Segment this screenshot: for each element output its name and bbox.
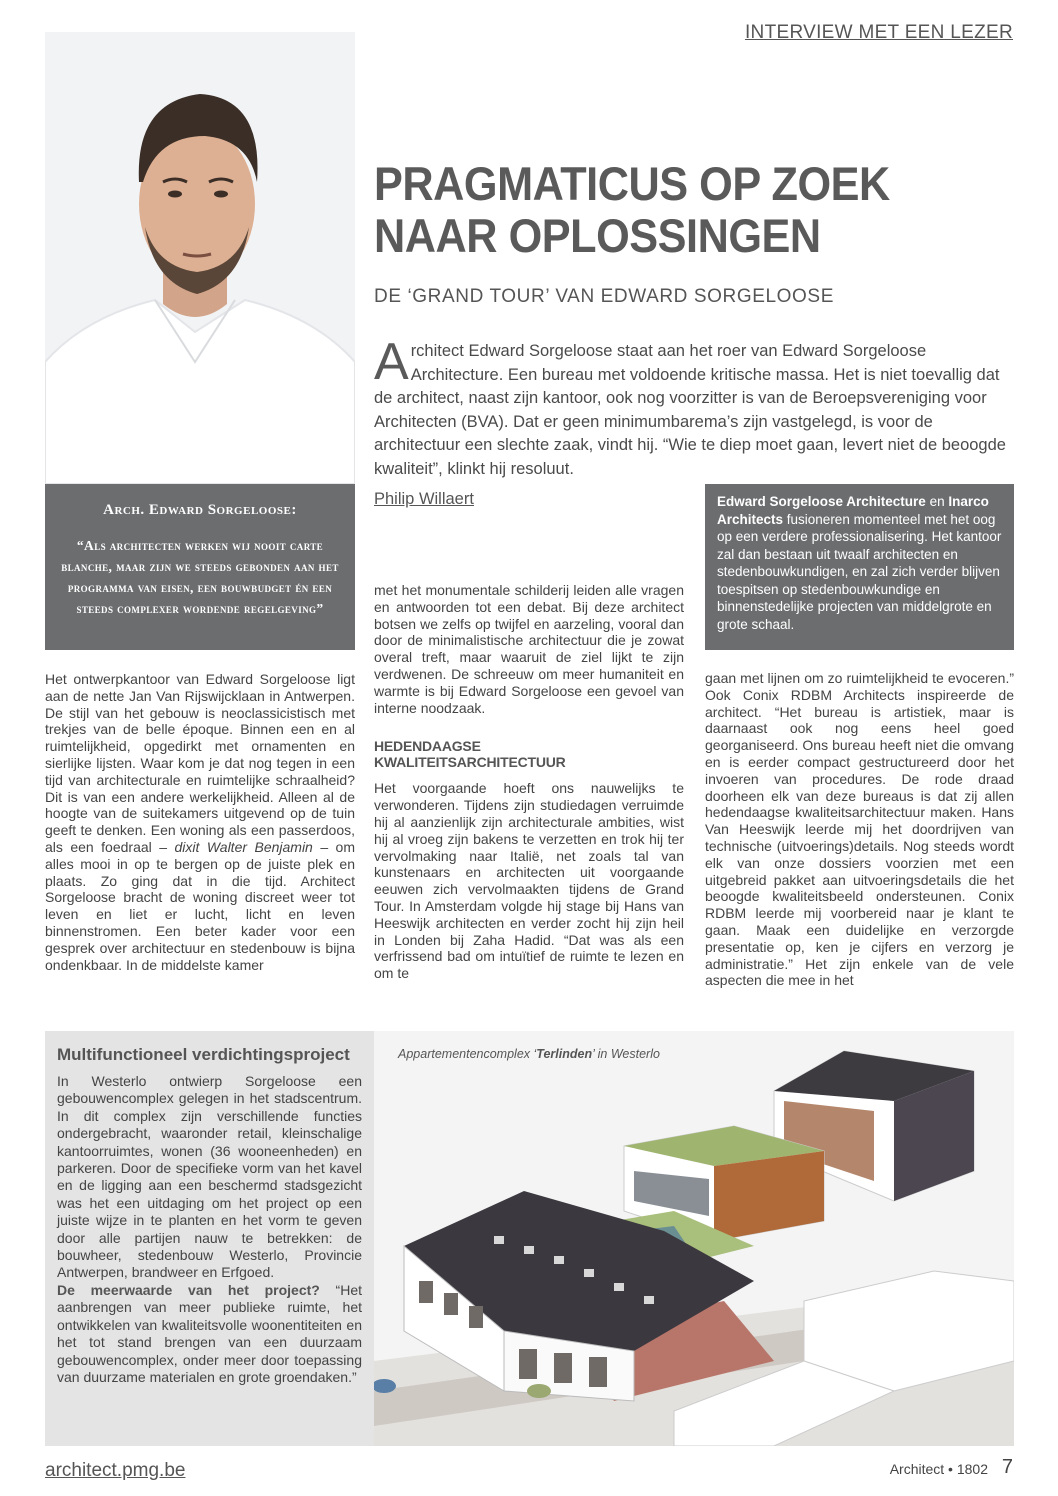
- project-box-text: In Westerlo ontwierp Sorgeloose een gebouwencomplex gelegen in het stadscentrum. In dit complex zijn verschillende functies ondergebracht, waaronder retail, kleinschalige kantoorruimtes, wonen (36 wooneenheden) en parkeren. Door de specifieke vorm van het kavel en de ligging aan een beschermd stadsgezicht was het een uitdaging om het project op een juiste wijze in te planten en het vorm te geven door alle partijen nauw te betrekken: de bouwheer, stedenbouw Westerlo, Provincie Antwerpen, brandweer en Erfgoed.: [57, 1073, 362, 1281]
- project-box-body: [57, 1073, 362, 1386]
- column-3: [705, 670, 1014, 989]
- portrait-illustration: [45, 32, 355, 484]
- column-1: [45, 671, 355, 973]
- footer-magazine: Architect • 1802: [889, 1461, 988, 1477]
- col2-paragraph-1: met het monumentale schilderij leiden alle vragen en antwoorden tot een debat. Bij deze architect botsen we zelfs op twijfel en aarzeling, vooral dan door de minimalistische architectuur die je zowat overal treft, maar waaruit de ziel lijkt te zijn verdwenen. De schreeuw om meer humaniteit en warmte is bij Edward Sorgeloose een gevoel van interne noodzaak.: [374, 582, 684, 716]
- section-heading-line-1: HEDENDAAGSE: [374, 738, 481, 755]
- column-2: [374, 582, 684, 982]
- headline-line-1: PRAGMATICUS OP ZOEK: [374, 157, 890, 210]
- project-box-title: Multifunctioneel verdichtingsproject: [57, 1045, 350, 1064]
- portrait-photo: [45, 32, 355, 484]
- col1-italic: dixit Walter Benjamin: [167, 838, 321, 855]
- headline: [374, 158, 963, 262]
- sidebar-firm-1: Edward Sorgeloose Architecture: [717, 494, 926, 509]
- sidebar-text: fusioneren momenteel met het oog op een verdere professionalisering. Het kantoor zal dan bestaan uit twaalf architecten en stedenbouwkundigen, en zal zich verder blijven toespitsen op stedenbouwkundige en binnenstedelijke projecten van middelgrote en grote schaal.: [717, 511, 1002, 632]
- col3-paragraph: gaan met lijnen om zo ruimtelijkheid te evoceren.” Ook Conix RDBM Architects inspireerde de architect. “Het bureau is artistiek, maar is daarnaast ook nog eens heel goed georganiseerd. Ons bureau heeft niet die omvang en is eerder compact gestructureerd door het invoeren van procedures. De rode draad doorheen elk van deze bureaus is dat zij allen hedendaagse kwaliteitsarchitectuur maken. Hans Van Heeswijk leerde mij het doordrijven van technische (uitvoerings)details. Nog steeds wordt elk van onze dossiers voorzien met een uitgebreid pakket aan uitvoeringsdetails die het beoogde kwaliteitsbeeld ondersteunen. Conix RDBM leerde mij voorbereid naar je klant te gaan. Maak een duidelijke en verzorgde presentatie op, ken je cijfers en verzorg je administratie.” Het zijn enkele van de vele aspecten die mee in het: [705, 670, 1014, 989]
- intro-text: rchitect Edward Sorgeloose staat aan het roer van Edward Sorgeloose Architecture. Een bureau met voldoende kritische massa. Het is niet toevallig dat de architect, naast zijn kantoor, ook nog voorzitter is van de Beroepsvereniging voor Architecten (BVA). Dat er geen minimumbarema’s zijn vastgelegd, is voor de architectuur een slechte zaak, vindt hij. “Wie te diep moet gaan, levert niet de beoogde kwaliteit”, klinkt hij resoluut.: [374, 342, 1006, 478]
- pull-quote-box: [45, 484, 355, 650]
- drop-cap: A: [374, 333, 409, 391]
- subtitle: DE ‘GRAND TOUR’ VAN EDWARD SORGELOOSE: [374, 286, 834, 307]
- quote-text: “Als architecten werken wij nooit carte blanche, maar zijn we steeds gebonden aan het programma van eisen, een bouwbudget én een steeds complexer wordende regelgeving”: [61, 538, 339, 616]
- project-box: [45, 1031, 374, 1446]
- render-illustration: [374, 1031, 1014, 1446]
- footer-url-link[interactable]: architect.pmg.be: [45, 1460, 186, 1481]
- section-tag: INTERVIEW MET EEN LEZER: [744, 22, 1013, 43]
- section-heading: [374, 738, 684, 770]
- sidebar-box: [705, 484, 1014, 650]
- col1-rest: – om alles mooi in op te bergen op de juiste plek en plaats. Zo ging dat in die tijd. Architect Sorgeloose bracht de woning discreet weer tot leven en liet er lucht, licht en leven binnenstromen. Een beter kader voor een gesprek over architectuur en stedenbouw is bijna ondenkbaar. In de middelste kamer: [45, 838, 356, 973]
- architecture-render: [374, 1031, 1014, 1446]
- project-box-question: De meerwaarde van het project?: [57, 1281, 320, 1298]
- section-heading-line-2: KWALITEITSARCHITECTUUR: [374, 754, 566, 771]
- render-caption: [398, 1047, 660, 1061]
- sidebar-conj: en: [925, 494, 949, 509]
- col1-text: Het ontwerpkantoor van Edward Sorgeloose ligt aan de nette Jan Van Rijswijcklaan in Antwerpen. De stijl van het gebouw is neoclassicistisch met trekjes van de belle époque. Binnen een en al ruimtelijkheid, opgedirkt met ornamenten en sierlijke lijsten. Waar kom je dat nog tegen in een tijd van architecturale en ruimtelijke schraalheid? Dit is van een andere werkelijkheid. Alleen al de hoogte van de suitekamers uitgevend op de tuin geeft te denken. Een woning als een passerdoos, als een foedraal –: [45, 671, 355, 855]
- col2-paragraph-2: Het voorgaande hoeft ons nauwelijks te verwonderen. Tijdens zijn studiedagen verruimde hij al aanzienlijk zijn architecturale ambities, wist hij al vroeg zijn bakens te verzetten en trok hij ter vervolmaking naar Italië, net zoals tal van kunstenaars en architecten uit voorgaande eeuwen zich vervolmaakten tijdens de Grand Tour. In Amsterdam volgde hij stage bij Hans van Heeswijk architecten en verder zocht hij zijn heil in Londen bij Zaha Hadid. “Dat was als een verfrissend bad om intuïtief de ruimte te lezen en om te: [374, 780, 684, 982]
- render-caption-suffix: ’ in Westerlo: [592, 1047, 660, 1061]
- headline-line-2: NAAR OPLOSSINGEN: [374, 209, 821, 262]
- render-caption-bold: Terlinden: [536, 1047, 593, 1061]
- byline-link[interactable]: Philip Willaert: [374, 490, 474, 508]
- project-box-answer: “Het aanbrengen van meer publieke ruimte, het ontwikkelen van kwaliteitsvolle woonentiteiten en het tot stand brengen van een duurzaam gebouwencomplex, onder meer door toepassing van duurzame materialen en grote groendaken.”: [57, 1281, 362, 1385]
- quote-name: Arch. Edward Sorgeloose:: [103, 502, 297, 518]
- page-number: 7: [1001, 1456, 1013, 1478]
- sidebar-firm-2: Inarco Architects: [717, 494, 989, 527]
- intro-paragraph: [374, 333, 1014, 481]
- render-caption-prefix: Appartementencomplex ‘: [398, 1047, 537, 1061]
